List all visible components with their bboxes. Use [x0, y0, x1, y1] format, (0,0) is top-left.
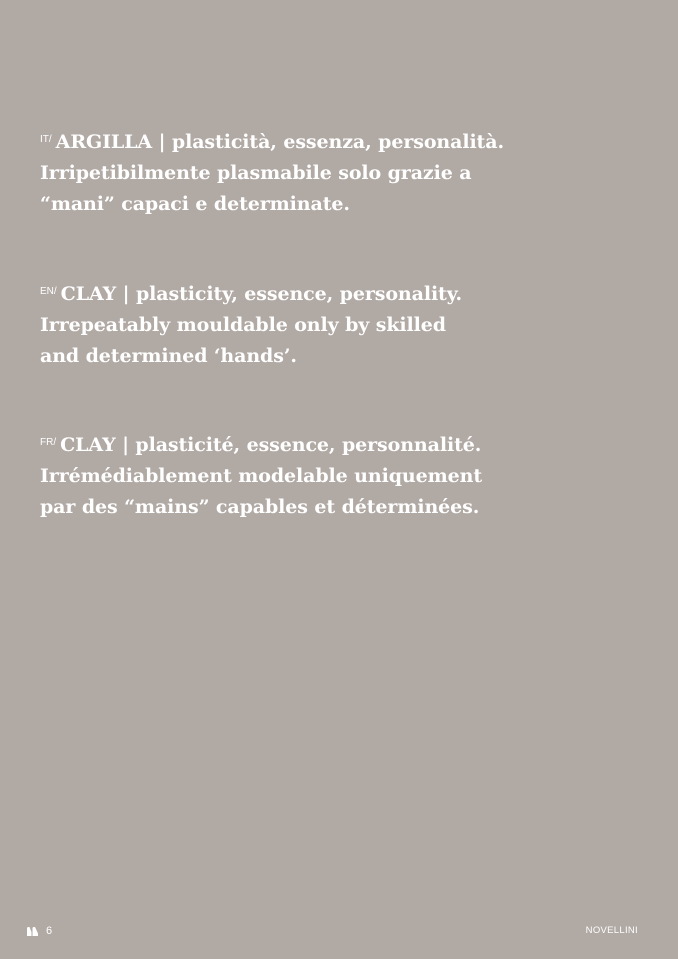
section-italian — [40, 124, 640, 220]
page-number: 6 — [46, 925, 53, 937]
section-body-line: and determined ‘hands’. — [40, 345, 297, 367]
section-title: CLAY | plasticity, essence, personality. — [60, 283, 463, 305]
language-code: FR/ — [40, 437, 57, 448]
section-title: CLAY | plasticité, essence, personnalité. — [60, 434, 482, 456]
novellini-logo-icon — [27, 927, 38, 936]
section-body-line: par des “mains” capables et déterminées. — [40, 496, 480, 518]
section-title: ARGILLA | plasticità, essenza, personalità. — [55, 131, 504, 153]
section-body-line: Irripetibilmente plasmabile solo grazie a — [40, 162, 472, 184]
page-footer-left — [27, 924, 52, 938]
section-french — [40, 427, 640, 523]
language-code: IT/ — [40, 134, 52, 145]
section-title-line — [40, 276, 640, 310]
brand-name: NOVELLINI — [585, 925, 638, 936]
section-body-line: “mani” capaci e determinate. — [40, 193, 350, 215]
section-body-line: Irrepeatably mouldable only by skilled — [40, 314, 446, 336]
section-title-line — [40, 427, 640, 461]
section-title-line — [40, 124, 640, 158]
language-code: EN/ — [40, 286, 57, 297]
section-english — [40, 276, 640, 372]
section-body-line: Irrémédiablement modelable uniquement — [40, 465, 482, 487]
